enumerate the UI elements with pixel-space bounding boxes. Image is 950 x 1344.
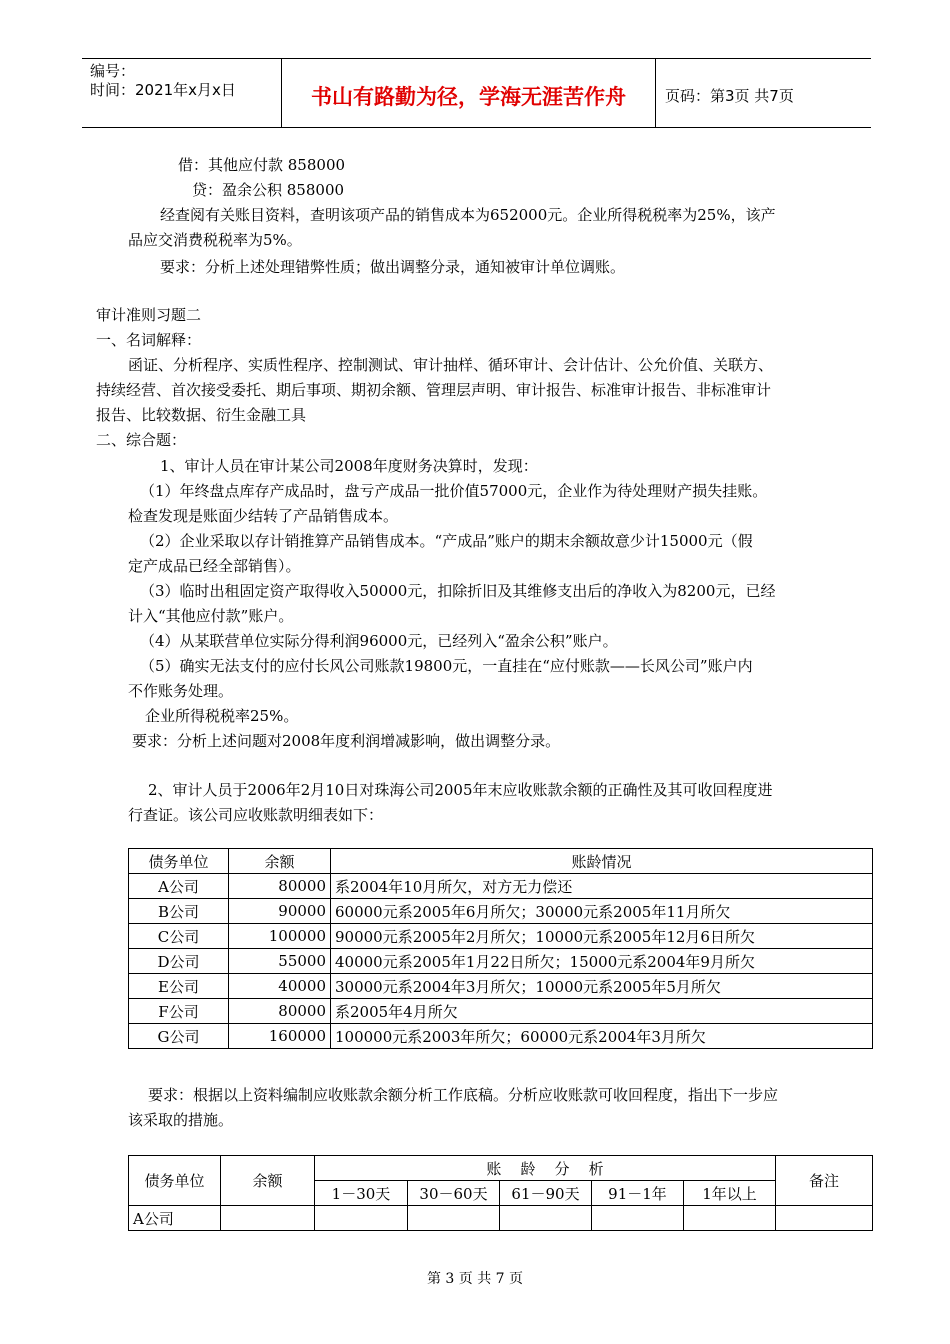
cell-empty <box>592 1206 684 1231</box>
header-page-number: 页码：第3页 共7页 <box>665 87 794 105</box>
table-row <box>129 999 873 1024</box>
cell-balance: 160000 <box>229 1024 331 1049</box>
text-line: 2、审计人员于2006年2月10日对珠海公司2005年末应收账款余额的正确性及其可收回程度进 <box>148 781 773 799</box>
column-header: 账龄情况 <box>331 849 873 874</box>
cell-empty <box>776 1206 873 1231</box>
column-header-unit: 债务单位 <box>129 1156 221 1206</box>
cell-balance: 40000 <box>229 974 331 999</box>
cell-unit: F公司 <box>129 999 229 1024</box>
text-line: 定产成品已经全部销售）。 <box>128 557 301 575</box>
cell-aging: 100000元系2003年所欠；60000元系2004年3月所欠 <box>331 1024 873 1049</box>
cell-balance: 55000 <box>229 949 331 974</box>
aging-column-header: 1－30天 <box>315 1181 408 1206</box>
cell-empty <box>408 1206 500 1231</box>
text-line: 要求：分析上述处理错弊性质；做出调整分录，通知被审计单位调账。 <box>160 258 626 276</box>
cell-unit: G公司 <box>129 1024 229 1049</box>
header-divider <box>655 59 656 127</box>
cell-aging: 系2004年10月所欠，对方无力偿还 <box>331 874 873 899</box>
text-line: 不作账务处理。 <box>128 682 234 700</box>
section-heading: 一、名词解释： <box>96 331 202 349</box>
cell-empty <box>500 1206 592 1231</box>
cell-aging: 60000元系2005年6月所欠；30000元系2005年11月所欠 <box>331 899 873 924</box>
cell-balance: 80000 <box>229 999 331 1024</box>
table-header-row <box>129 849 873 874</box>
column-header: 债务单位 <box>129 849 229 874</box>
cell-balance: 100000 <box>229 924 331 949</box>
cell-unit: E公司 <box>129 974 229 999</box>
cell-empty <box>684 1206 776 1231</box>
header-number: 编号： <box>90 62 136 80</box>
text-line: 贷：盈余公积 858000 <box>192 181 345 199</box>
text-line: 经查阅有关账目资料，查明该项产品的销售成本为652000元。企业所得税税率为25%，该产 <box>160 206 776 224</box>
cell-unit: D公司 <box>129 949 229 974</box>
cell-unit: A公司 <box>129 874 229 899</box>
aging-column-header: 1年以上 <box>684 1181 776 1206</box>
page-footer: 第 3 页 共 7 页 <box>426 1271 524 1287</box>
table-row <box>129 899 873 924</box>
cell-balance: 90000 <box>229 899 331 924</box>
cell-aging: 90000元系2005年2月所欠；10000元系2005年12月6日所欠 <box>331 924 873 949</box>
section-heading: 二、综合题： <box>96 431 187 449</box>
table-row <box>129 924 873 949</box>
table-row <box>129 1206 873 1231</box>
header-time: 时间：2021年x月x日 <box>90 81 236 99</box>
text-line: 行查证。该公司应收账款明细表如下： <box>128 806 384 824</box>
aging-column-header: 91－1年 <box>592 1181 684 1206</box>
text-line: 企业所得税税率25%。 <box>145 707 299 725</box>
column-header-note: 备注 <box>776 1156 873 1206</box>
table-header-row <box>129 1156 873 1181</box>
text-line: 要求：分析上述问题对2008年度利润增减影响，做出调整分录。 <box>132 732 561 750</box>
cell-aging: 30000元系2004年3月所欠；10000元系2005年5月所欠 <box>331 974 873 999</box>
column-header: 余额 <box>229 849 331 874</box>
section-title: 审计准则习题二 <box>96 306 202 324</box>
text-line: （1）年终盘点库存产成品时，盘亏产成品一批价值57000元，企业作为待处理财产损失挂账。 <box>140 482 768 500</box>
text-line: 函证、分析程序、实质性程序、控制测试、审计抽样、循环审计、会计估计、公允价值、关联方、 <box>128 356 774 374</box>
text-line: 借：其他应付款 858000 <box>178 156 346 174</box>
text-line: （2）企业采取以存计销推算产品销售成本。“产成品”账户的期末余额故意少计15000元（假 <box>140 532 753 550</box>
header-motto: 书山有路勤为径，学海无涯苦作舟 <box>311 85 626 109</box>
cell-empty <box>221 1206 315 1231</box>
table-row <box>129 874 873 899</box>
header-meta <box>90 62 236 100</box>
cell-unit: A公司 <box>129 1206 221 1231</box>
text-line: 检查发现是账面少结转了产品销售成本。 <box>128 507 399 525</box>
cell-unit: B公司 <box>129 899 229 924</box>
table-row <box>129 1024 873 1049</box>
table-row <box>129 949 873 974</box>
cell-unit: C公司 <box>129 924 229 949</box>
receivables-table <box>128 848 873 1049</box>
column-header-aging: 账 龄 分 析 <box>315 1156 776 1181</box>
column-header-balance: 余额 <box>221 1156 315 1206</box>
aging-column-header: 30－60天 <box>408 1181 500 1206</box>
text-line: 计入“其他应付款”账户。 <box>128 607 294 625</box>
page-header <box>82 58 871 128</box>
text-line: 要求：根据以上资料编制应收账款余额分析工作底稿。分析应收账款可收回程度，指出下一步应 <box>148 1086 779 1104</box>
cell-balance: 80000 <box>229 874 331 899</box>
text-line: （3）临时出租固定资产取得收入50000元，扣除折旧及其维修支出后的净收入为8200元，已经 <box>140 582 776 600</box>
text-line: 1、审计人员在审计某公司2008年度财务决算时，发现： <box>160 457 538 475</box>
text-line: 报告、比较数据、衍生金融工具 <box>96 406 307 424</box>
text-line: （5）确实无法支付的应付长风公司账款19800元，一直挂在“应付账款——长风公司”账户内 <box>140 657 753 675</box>
aging-column-header: 61－90天 <box>500 1181 592 1206</box>
aging-analysis-table <box>128 1155 873 1231</box>
cell-aging: 系2005年4月所欠 <box>331 999 873 1024</box>
text-line: 该采取的措施。 <box>128 1111 234 1129</box>
cell-empty <box>315 1206 408 1231</box>
text-line: 持续经营、首次接受委托、期后事项、期初余额、管理层声明、审计报告、标准审计报告、非标准审计 <box>96 381 772 399</box>
table-row <box>129 974 873 999</box>
text-line: 品应交消费税税率为5%。 <box>128 231 302 249</box>
cell-aging: 40000元系2005年1月22日所欠；15000元系2004年9月所欠 <box>331 949 873 974</box>
text-line: （4）从某联营单位实际分得利润96000元，已经列入“盈余公积”账户。 <box>140 632 618 650</box>
